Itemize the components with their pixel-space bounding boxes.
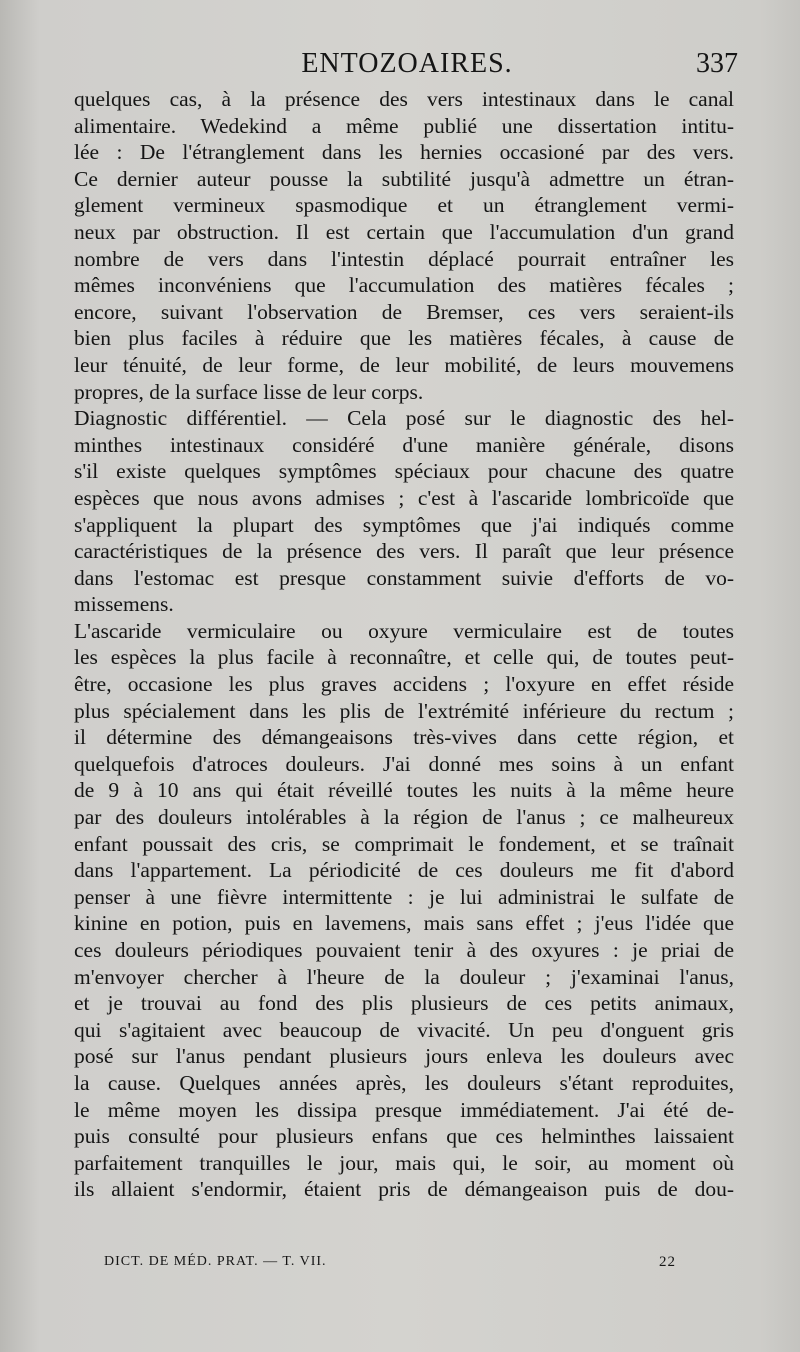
text-line: plus spécialement dans les plis de l'extrémité inférieure du rectum ; — [74, 698, 734, 723]
text-line: posé sur l'anus pendant plusieurs jours enleva les douleurs avec — [74, 1044, 734, 1069]
page-footer — [104, 1254, 676, 1276]
text-line: kinine en potion, puis en lavemens, mais sans effet ; j'eus l'idée que — [74, 911, 734, 936]
text-line: penser à une fièvre intermittente : je lui administrai le sulfate de — [74, 884, 734, 909]
text-line: Diagnostic différentiel. — Cela posé sur le diagnostic des hel- — [74, 406, 734, 431]
text-line: puis consulté pour plusieurs enfans que ces helminthes laissaient — [74, 1124, 734, 1149]
text-line: dans l'appartement. La périodicité de ces douleurs me fit d'abord — [74, 858, 734, 883]
text-line: ils allaient s'endormir, étaient pris de démangeaison puis de dou- — [74, 1177, 734, 1202]
text-line: neux par obstruction. Il est certain que l'accumulation d'un grand — [74, 219, 734, 244]
text-line: missemens. — [74, 592, 174, 617]
text-line: être, occasione les plus graves accidens ; l'oxyure en effet réside — [74, 672, 734, 697]
text-line: nombre de vers dans l'intestin déplacé pourrait entraîner les — [74, 246, 734, 271]
text-line: parfaitement tranquilles le jour, mais qui, le soir, au moment où — [74, 1150, 734, 1175]
text-line: de 9 à 10 ans qui était réveillé toutes les nuits à la même heure — [74, 778, 734, 803]
text-line: quelquefois d'atroces douleurs. J'ai donné mes soins à un enfant — [74, 751, 734, 776]
text-line: espèces que nous avons admises ; c'est à l'ascaride lombricoïde que — [74, 485, 734, 510]
text-line: dans l'estomac est presque constamment suivie d'efforts de vo- — [74, 565, 734, 590]
text-line: lée : De l'étranglement dans les hernies occasioné par des vers. — [74, 140, 734, 165]
text-line: qui s'agitaient avec beaucoup de vivacité. Un peu d'onguent gris — [74, 1017, 734, 1042]
text-line: ces douleurs périodiques pouvaient tenir à des oxyures : je priai de — [74, 938, 734, 962]
text-line: leur ténuité, de leur forme, de leur mobilité, de leurs mouvemens — [74, 352, 734, 377]
text-line: par des douleurs intolérables à la région de l'anus ; ce malheureux — [74, 805, 734, 830]
text-line: quelques cas, à la présence des vers intestinaux dans le canal — [74, 87, 734, 111]
text-line: s'appliquent la plupart des symptômes que j'ai indiqués comme — [74, 512, 734, 537]
text-line: bien plus faciles à réduire que les matières fécales, à cause de — [74, 326, 734, 351]
text-line: mêmes inconvéniens que l'accumulation des matières fécales ; — [74, 273, 734, 298]
text-line: glement vermineux spasmodique et un étranglement vermi- — [74, 193, 734, 218]
text-line: Ce dernier auteur pousse la subtilité jusqu'à admettre un étran- — [74, 166, 734, 191]
text-line: les espèces la plus facile à reconnaître, et celle qui, de toutes peut- — [74, 645, 734, 670]
signature-mark: 22 — [659, 1254, 676, 1270]
page-number: 337 — [696, 48, 738, 79]
text-line: et je trouvai au fond des plis plusieurs de ces petits animaux, — [74, 991, 734, 1016]
page-header — [76, 48, 738, 84]
body-text — [74, 86, 734, 1203]
text-line: propres, de la surface lisse de leur corps. — [74, 379, 424, 404]
text-line: alimentaire. Wedekind a même publié une dissertation intitu- — [74, 113, 734, 138]
text-line: caractéristiques de la présence des vers. Il paraît que leur présence — [74, 539, 734, 564]
text-line: la cause. Quelques années après, les douleurs s'étant reproduites, — [74, 1070, 734, 1095]
text-line: encore, suivant l'observation de Bremser, ces vers seraient-ils — [74, 299, 734, 324]
text-line: il détermine des démangeaisons très-vives dans cette région, et — [74, 725, 734, 750]
text-line: L'ascaride vermiculaire ou oxyure vermiculaire est de toutes — [74, 618, 734, 643]
footer-reference: DICT. DE MÉD. PRAT. — T. VII. — [104, 1254, 327, 1269]
text-line: s'il existe quelques symptômes spéciaux pour chacune des quatre — [74, 459, 734, 484]
text-line: m'envoyer chercher à l'heure de la douleur ; j'examinai l'anus, — [74, 964, 734, 989]
text-line: enfant poussait des cris, se comprimait le fondement, et se traînait — [74, 831, 734, 856]
running-title: ENTOZOAIRES. — [301, 48, 513, 79]
text-line: minthes intestinaux considéré d'une manière générale, disons — [74, 432, 734, 457]
text-line: le même moyen les dissipa presque immédiatement. J'ai été de- — [74, 1097, 734, 1122]
